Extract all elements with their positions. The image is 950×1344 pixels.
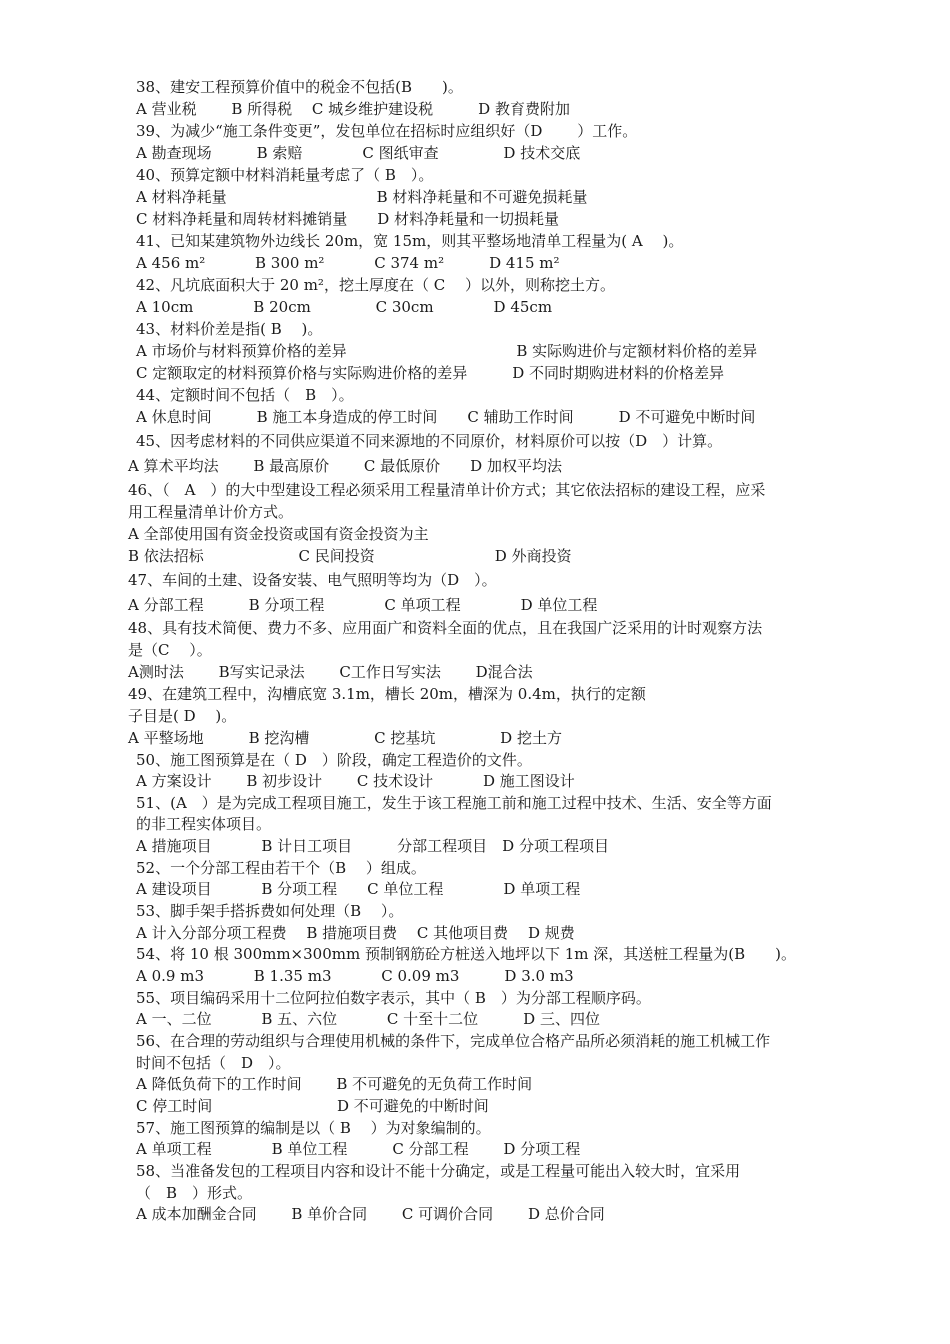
text-line: A 全部使用国有资金投资或国有资金投资为主 (128, 525, 429, 543)
text-line: 47、车间的土建、设备安装、电气照明等均为（D ）。 (128, 571, 497, 589)
text-line: A 计入分部分项工程费 B 措施项目费 C 其他项目费 D 规费 (136, 924, 575, 942)
text-line: 49、在建筑工程中，沟槽底宽 3.1m，槽长 20m，槽深为 0.4m，执行的定额 (128, 685, 646, 703)
text-line: A 算术平均法 B 最高原价 C 最低原价 D 加权平均法 (128, 457, 562, 475)
text-line: A 市场价与材料预算价格的差异 B 实际购进价与定额材料价格的差异 (136, 342, 758, 360)
text-line: 45、因考虑材料的不同供应渠道不同来源地的不同原价，材料原价可以按（D ）计算。 (136, 432, 723, 450)
text-line: A 一、二位 B 五、六位 C 十至十二位 D 三、四位 (136, 1010, 600, 1028)
text-line: A测时法 B写实记录法 C工作日写实法 D混合法 (128, 663, 533, 681)
text-line: A 勘查现场 B 索赔 C 图纸审查 D 技术交底 (136, 144, 581, 162)
text-line: 用工程量清单计价方式。 (128, 503, 294, 521)
text-line: 的非工程实体项目。 (136, 815, 272, 833)
text-line: A 休息时间 B 施工本身造成的停工时间 C 辅助工作时间 D 不可避免中断时间 (136, 408, 756, 426)
text-line: A 措施项目 B 计日工项目 分部工程项目 D 分项工程项目 (136, 837, 609, 855)
text-line: C 定额取定的材料预算价格与实际购进价格的差异 D 不同时期购进材料的价格差异 (136, 364, 725, 382)
text-line: A 成本加酬金合同 B 单价合同 C 可调价合同 D 总价合同 (136, 1205, 605, 1223)
text-line: 44、定额时间不包括（ B ）。 (136, 386, 354, 404)
text-line: 40、预算定额中材料消耗量考虑了（ B ）。 (136, 166, 434, 184)
text-line: C 停工时间 D 不可避免的中断时间 (136, 1097, 489, 1115)
text-line: A 10cm B 20cm C 30cm D 45cm (136, 298, 553, 316)
text-line: 43、材料价差是指( B )。 (136, 320, 323, 338)
text-line: 39、为减少“施工条件变更”，发包单位在招标时应组织好（D ）工作。 (136, 122, 638, 140)
text-line: 57、施工图预算的编制是以（ B ）为对象编制的。 (136, 1119, 491, 1137)
text-line: A 建设项目 B 分项工程 C 单位工程 D 单项工程 (136, 880, 581, 898)
text-line: C 材料净耗量和周转材料摊销量 D 材料净耗量和一切损耗量 (136, 210, 560, 228)
text-line: 53、脚手架手搭拆费如何处理（B ）。 (136, 902, 404, 920)
text-line: 时间不包括（ D ）。 (136, 1054, 291, 1072)
text-line: A 材料净耗量 B 材料净耗量和不可避免损耗量 (136, 188, 588, 206)
text-line: 46、（ A ）的大中型建设工程必须采用工程量清单计价方式；其它依法招标的建设工程，应采 (128, 481, 766, 499)
text-line: （ B ）形式。 (136, 1184, 253, 1202)
text-line: 41、已知某建筑物外边线长 20m，宽 15m，则其平整场地清单工程量为( A )。 (136, 232, 684, 250)
text-line: A 方案设计 B 初步设计 C 技术设计 D 施工图设计 (136, 772, 575, 790)
text-line: A 456 m² B 300 m² C 374 m² D 415 m² (136, 254, 560, 272)
text-line: 54、将 10 根 300mm×300mm 预制钢筋砼方桩送入地坪以下 1m 深，其送桩工程量为(B )。 (136, 945, 797, 963)
text-line: A 降低负荷下的工作时间 B 不可避免的无负荷工作时间 (136, 1075, 533, 1093)
text-line: A 营业税 B 所得税 C 城乡维护建设税 D 教育费附加 (136, 100, 570, 118)
text-line: 48、具有技术简便、费力不多、应用面广和资料全面的优点，且在我国广泛采用的计时观察方法 (128, 619, 763, 637)
text-line: 是（C ）。 (128, 641, 212, 659)
text-line: A 分部工程 B 分项工程 C 单项工程 D 单位工程 (128, 596, 598, 614)
text-line: B 依法招标 C 民间投资 D 外商投资 (128, 547, 572, 565)
text-line: A 平整场地 B 挖沟槽 C 挖基坑 D 挖土方 (128, 729, 562, 747)
text-line: A 0.9 m3 B 1.35 m3 C 0.09 m3 D 3.0 m3 (136, 967, 574, 985)
text-line: 52、一个分部工程由若干个（B ）组成。 (136, 859, 426, 877)
text-line: 38、建安工程预算价值中的税金不包括(B )。 (136, 78, 463, 96)
text-line: 子目是( D )。 (128, 707, 237, 725)
text-line: 51、(A ）是为完成工程项目施工，发生于该工程施工前和施工过程中技术、生活、安全等方面 (136, 794, 772, 812)
text-line: 50、施工图预算是在（ D ）阶段，确定工程造价的文件。 (136, 751, 532, 769)
text-line: A 单项工程 B 单位工程 C 分部工程 D 分项工程 (136, 1140, 581, 1158)
text-line: 56、在合理的劳动组织与合理使用机械的条件下，完成单位合格产品所必须消耗的施工机械工作 (136, 1032, 771, 1050)
text-line: 58、当准备发包的工程项目内容和设计不能十分确定，或是工程量可能出入较大时，宜采用 (136, 1162, 741, 1180)
text-line: 42、凡坑底面积大于 20 m²，挖土厚度在（ C ）以外，则称挖土方。 (136, 276, 615, 294)
text-line: 55、项目编码采用十二位阿拉伯数字表示，其中（ B ）为分部工程顺序码。 (136, 989, 651, 1007)
